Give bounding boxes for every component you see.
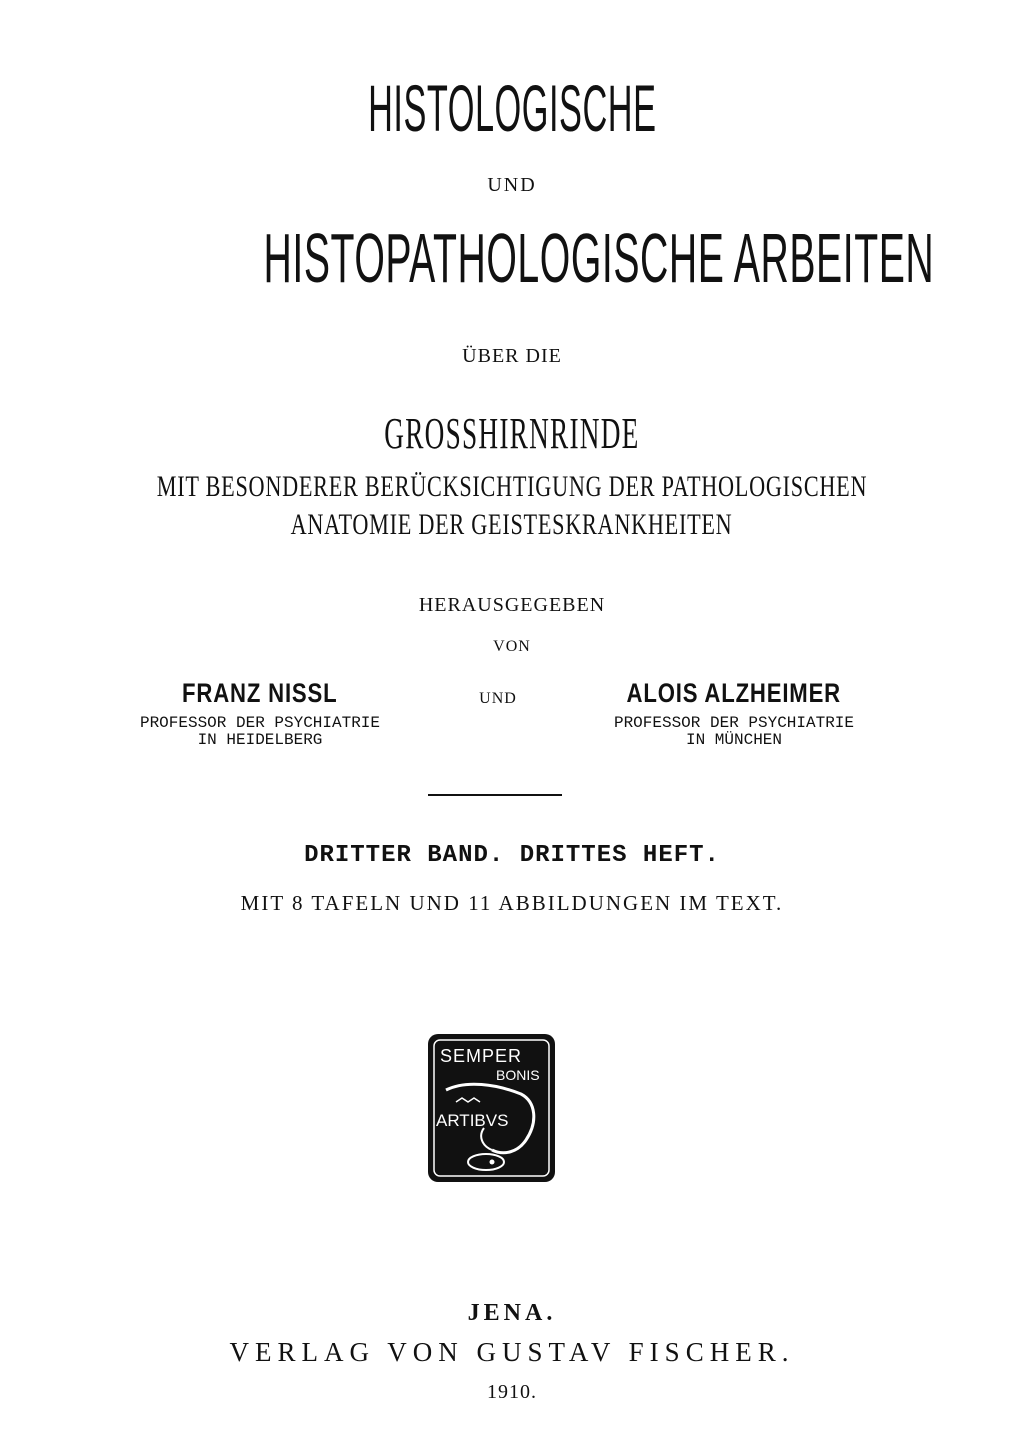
editors-by: VON [493, 638, 531, 655]
imprint-publisher: VERLAG VON GUSTAV FISCHER. [229, 1337, 795, 1367]
title-line-1 [0, 70, 1024, 146]
subtitle-line-1 [0, 470, 1024, 504]
title-line-2 [0, 218, 1024, 298]
editor-right-place: IN MÜNCHEN [685, 731, 782, 749]
publisher-emblem [426, 1032, 557, 1184]
editor-left-role: PROFESSOR DER PSYCHIATRIE [139, 714, 381, 732]
editor-left-place: IN HEIDELBERG [197, 731, 323, 749]
title-connector-ueber-die: ÜBER DIE [462, 345, 562, 367]
editor-right-role: PROFESSOR DER PSYCHIATRIE [613, 714, 855, 732]
emblem-motto-3: ARTIBVS [436, 1111, 509, 1130]
editor-right [556, 678, 912, 749]
editor-left-name: FRANZ NISSL [182, 678, 338, 708]
title-histologische: HISTOLOGISCHE [367, 71, 657, 145]
volume-contents: MIT 8 TAFELN UND 11 ABBILDUNGEN IM TEXT. [240, 891, 784, 915]
emblem-fish-eye [490, 1160, 495, 1165]
editors-heading: HERAUSGEGEBEN [418, 594, 606, 616]
volume-band: DRITTER BAND. DRITTES HEFT. [304, 842, 720, 869]
editors-joiner: UND [479, 690, 517, 707]
editor-right-name: ALOIS ALZHEIMER [626, 678, 842, 708]
emblem-motto-2: BONIS [496, 1067, 540, 1083]
subtitle-line-2 [0, 508, 1024, 542]
title-histopathologische-arbeiten: HISTOPATHOLOGISCHE ARBEITEN [263, 219, 935, 297]
imprint-city: JENA. [467, 1300, 557, 1326]
subject-line [0, 408, 1024, 459]
title-connector-und: UND [487, 174, 537, 196]
imprint-year: 1910. [487, 1381, 537, 1403]
divider-rule [428, 794, 562, 796]
editor-left [80, 678, 440, 749]
subject-grosshirnrinde: GROSSHIRNRINDE [384, 409, 640, 458]
subtitle-text-1: MIT BESONDERER BERÜCKSICHTIGUNG DER PATHOLOGISCHEN [156, 470, 868, 503]
subtitle-text-2: ANATOMIE DER GEISTESKRANKHEITEN [291, 508, 733, 541]
emblem-motto-1: SEMPER [440, 1046, 523, 1066]
